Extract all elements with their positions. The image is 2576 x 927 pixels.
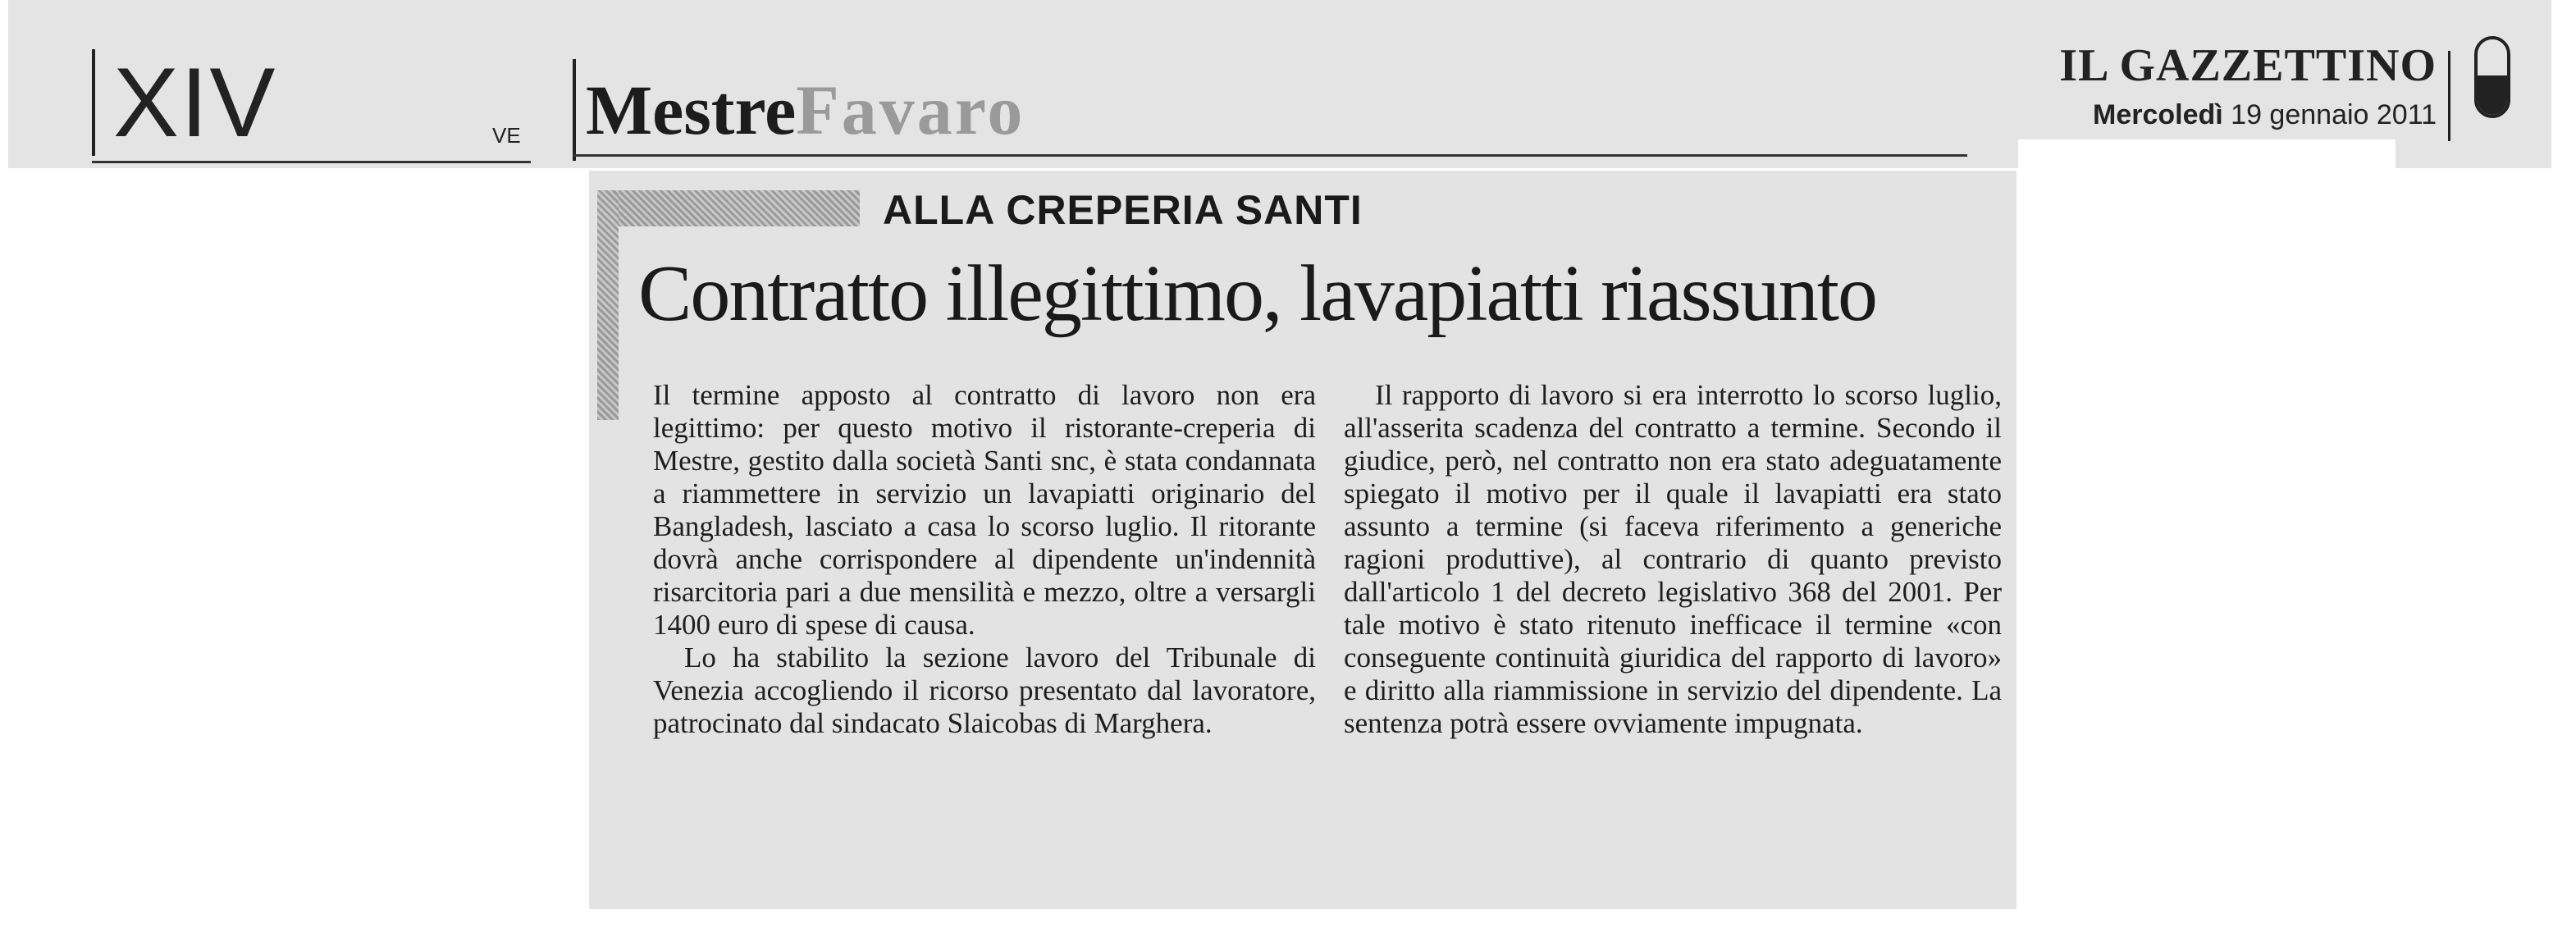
article-paragraph: Il rapporto di lavoro si era interrotto lo scorso luglio, all'asserita scadenza del contratto a termine. Secondo il giudice, però, nel contratto non era stato adeguatamente spiegato il motivo per il quale il lavapiatti era stato assunto a termine (si faceva riferimento a generiche ragioni produttive), al contrario di quanto previsto dall'articolo 1 del decreto legislativo 368 del 2001. Per tale motivo è stato ritenuto inefficace il termine «con conseguente continuità giuridica del rapporto di lavoro» e diritto alla riammissione in servizio del dipendente. La sentenza potrà essere ovviamente impugnata.: [1344, 379, 2002, 739]
date-rest: 19 gennaio 2011: [2222, 99, 2437, 130]
page-number-rule: [92, 161, 531, 163]
section-rule: [573, 154, 1967, 157]
masthead: [2059, 39, 2437, 133]
article-clipping: [589, 171, 2016, 909]
article-side-bar: [597, 190, 619, 420]
edition-tag: VE: [492, 123, 521, 148]
article-paragraph: Il termine apposto al contratto di lavoro non era legittimo: per questo motivo il ristorante-creperia di Mestre, gestito dalla società Santi snc, è stata condannata a riammettere in servizio un lavapiatti originario del Bangladesh, lasciato a casa lo scorso luglio. Il ritorante dovrà anche corrispondere al dipendente un'indennità risarcitoria pari a due mensilità e mezzo, oltre a versargli 1400 euro di spese di causa.: [653, 379, 1316, 641]
article-column-left: [653, 379, 1316, 740]
newspaper-logo-icon: [2474, 36, 2510, 118]
page-number: XIV: [92, 49, 276, 156]
publication-date: [2059, 97, 2437, 133]
logo-fill: [2478, 75, 2507, 115]
section-title-primary: Mestre: [586, 71, 797, 149]
newspaper-name: IL GAZZETTINO: [2059, 40, 2437, 91]
section-title: [573, 59, 1025, 161]
header-gap: [2018, 139, 2396, 172]
masthead-rule: [2448, 51, 2450, 141]
date-weekday: Mercoledì: [2093, 99, 2223, 130]
article-column-right: [1344, 379, 2002, 740]
kicker-bar: [597, 190, 860, 226]
article-headline: Contratto illegittimo, lavapiatti riassunto: [638, 249, 1876, 338]
section-title-secondary: Favaro: [796, 71, 1025, 149]
article-kicker: ALLA CREPERIA SANTI: [883, 187, 1363, 233]
article-paragraph: Lo ha stabilito la sezione lavoro del Tribunale di Venezia accogliendo il ricorso presentato dal lavoratore, patrocinato dal sindacato Slaicobas di Marghera.: [653, 642, 1316, 739]
